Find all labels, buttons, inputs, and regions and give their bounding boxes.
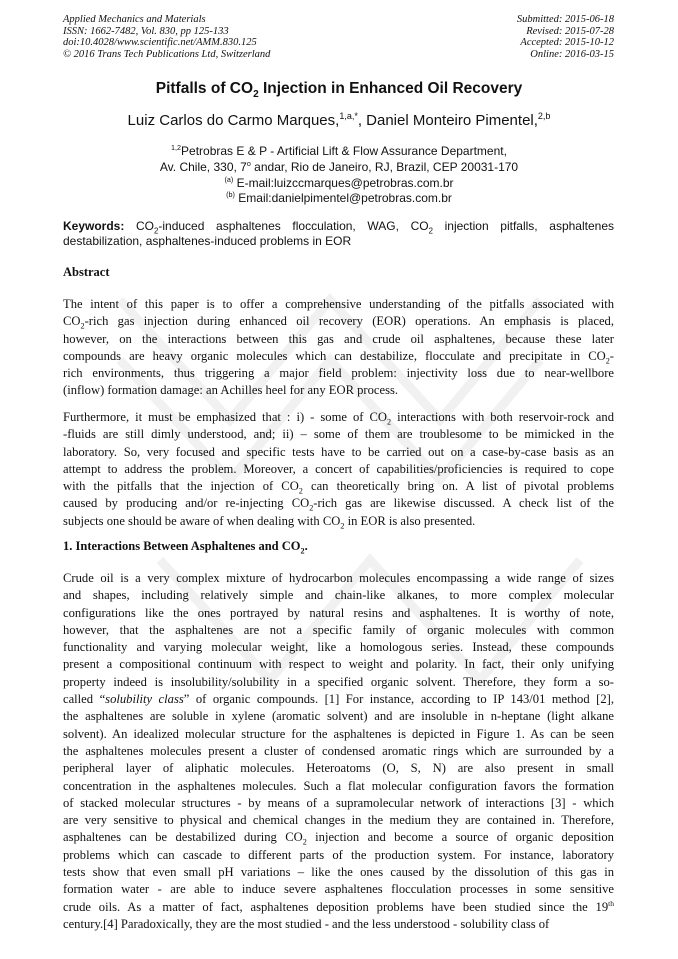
line-text: The intent of this paper is to offer a comprehensive understanding of the pitfalls associated with — [63, 297, 614, 311]
line-text: configurations like the ones portrayed by natural resins and asphaltenes. It is worthy of note, — [63, 605, 614, 620]
line-text: rich environments, thus triggering a major field problem: injectivity loss due to near-wellbore — [63, 366, 614, 381]
text-line — [63, 881, 614, 898]
abstract-heading: Abstract — [63, 265, 110, 279]
title-part: Pitfalls of CO — [155, 80, 254, 97]
affiliation-address: Av. Chile, 330, 7 — [159, 160, 247, 174]
author-1: Luiz Carlos do Carmo Marques, — [127, 112, 340, 129]
line-text: present a compositional continuum with respect to weight and polarity. In fact, their only unifying — [63, 657, 614, 672]
line-text: concentration in the asphaltenes molecules. Such a flat molecular configuration favors the formation — [63, 778, 614, 793]
line-text: -rich gas injection during enhanced oil recovery (EOR) operations. An emphasis is placed, — [84, 314, 614, 329]
email-marker: (b) — [226, 190, 235, 199]
line-text: asphaltenes can be destabilized during CO — [63, 830, 303, 845]
text-line — [63, 829, 614, 846]
text-line — [63, 587, 614, 604]
floor-superscript: o — [246, 159, 251, 168]
line-text: -fluids are still dimly understood, and; ii) – some of them are troublesome to be mimicked in the — [63, 427, 614, 442]
text-line — [63, 382, 614, 399]
paper-title — [0, 80, 678, 101]
subscript: 2 — [309, 504, 314, 513]
text-line — [63, 899, 614, 916]
text-line — [63, 622, 614, 639]
journal-doi: doi:10.4028/www.scientific.net/AMM.830.125 — [63, 37, 257, 49]
line-text: caused by producing and/or re-injecting CO — [63, 496, 310, 511]
revised-date: Revised: 2015-07-28 — [526, 25, 614, 37]
submitted-date: Submitted: 2015-06-18 — [516, 14, 614, 25]
text-line — [63, 656, 614, 673]
text-line — [63, 916, 614, 933]
line-text: interactions with both reservoir-rock and — [391, 410, 614, 424]
text-line — [63, 726, 614, 743]
affiliation-line — [0, 191, 678, 205]
journal-issn: ISSN: 1662-7482, Vol. 830, pp 125-133 — [63, 25, 229, 37]
subscript: 2 — [80, 321, 85, 331]
subscript: 2 — [302, 837, 307, 847]
affiliation-line — [0, 144, 678, 158]
line-text: however, on the interactions between this gas and crude oil asphaltenes, because these later — [63, 331, 614, 346]
section-heading-subscript: 2 — [300, 546, 305, 556]
line-text: (inflow) formation damage: an Achilles heel for any EOR process. — [63, 383, 399, 398]
line-text: peripheral layer of aliphatic molecules. Heteroatoms (O, S, N) are also present in small — [63, 761, 614, 776]
affiliation-address: andar, Rio de Janeiro, RJ, Brazil, CEP 20031-170 — [250, 160, 519, 174]
line-text: the asphaltenes molecules present a cluster of condensed aromatic rings which are surrounded by a — [63, 743, 614, 758]
keywords-text: injection pitfalls, asphaltenes destabilization, asphaltenes-induced problems in EOR — [63, 219, 614, 248]
text-line — [63, 409, 614, 426]
text-line — [63, 812, 614, 829]
line-text: property indeed is insolubility/solubility in a specified organic solvent. Therefore, they form a so- — [63, 674, 614, 689]
line-text: can theoretically bring on. A list of pivotal problems — [302, 479, 614, 494]
line-text: solvent). An idealized molecular structure for the asphaltenes is depicted in Figure 1. As can be seen — [63, 726, 614, 741]
abstract-paragraph-2 — [63, 409, 614, 530]
subscript: 2 — [340, 521, 345, 531]
text-line — [63, 426, 614, 443]
publication-dates — [517, 14, 614, 60]
text-line — [63, 478, 614, 495]
affiliation-dept: Petrobras E & P - Artificial Lift & Flow Assurance Department, — [181, 144, 507, 158]
line-text: -rich gas are likewise discussed. A check list of the — [313, 496, 614, 511]
line-text: in EOR is also presented. — [344, 513, 476, 528]
author-2-marker: 2,b — [537, 111, 551, 121]
line-text: century.[4] Paradoxically, they are the most studied - and the less understood - solubility class of — [63, 916, 550, 931]
title-subscript: 2 — [253, 89, 259, 101]
text-line — [63, 495, 614, 512]
line-text: of stacked molecular structures - by means of a supramolecular network of interactions [3] - which — [63, 795, 614, 810]
line-text: - — [609, 348, 614, 363]
line-text: are very sensitive to physical and chemical changes in the medium they are contained in. Therefore, — [63, 813, 614, 828]
text-line — [63, 795, 614, 812]
text-line — [63, 513, 614, 530]
affiliation-line — [0, 160, 678, 174]
line-text: Furthermore, it must be emphasized that : i) - some of CO — [63, 410, 387, 424]
email-a[interactable]: E-mail:luizccmarques@petrobras.com.br — [236, 176, 454, 190]
section-heading-text: 1. Interactions Between Asphaltenes and CO — [63, 539, 301, 553]
line-text: called “ — [63, 692, 106, 707]
text-line — [63, 444, 614, 461]
text-line — [63, 691, 614, 708]
section-heading-text: . — [304, 539, 308, 553]
subscript: 2 — [387, 417, 392, 427]
line-text: compounds are heavy organic molecules which can destabilize, flocculate and precipitate in CO — [63, 348, 606, 363]
text-line — [63, 864, 614, 881]
accepted-date: Accepted: 2015-10-12 — [520, 37, 614, 49]
email-b[interactable]: Email:danielpimentel@petrobras.com.br — [238, 191, 452, 205]
title-part: Injection in Enhanced Oil Recovery — [258, 80, 523, 97]
line-text: and shapes, including relatively simple and chain-like alkanes, to more complex molecular — [63, 588, 614, 603]
text-line — [63, 743, 614, 760]
author-2: , Daniel Monteiro Pimentel, — [357, 112, 538, 129]
line-text: attempt to address the problem. Moreover, a concert of capabilities/proficiencies is required to cope — [63, 461, 614, 476]
text-line — [63, 639, 614, 656]
line-text: injection and become a source of organic deposition — [306, 830, 614, 845]
line-text: crude oils. As a matter of fact, asphaltenes deposition problems have been studied since the 19 — [63, 899, 609, 914]
line-text: CO — [63, 314, 81, 329]
author-list — [0, 112, 678, 129]
affiliation-marker: 1,2 — [171, 143, 182, 152]
superscript: th — [608, 898, 614, 908]
text-line — [63, 296, 614, 313]
line-text: the asphaltenes are soluble in xylene (aromatic solvent) and are insoluble in n-heptane (light alkane — [63, 709, 614, 724]
online-date: Online: 2016-03-15 — [530, 48, 614, 60]
line-text: laboratory. So, very focused and specific tests have to be carried out on a case-by-case basis as an — [63, 444, 614, 459]
text-line — [63, 570, 614, 587]
line-text: functionality and varying molecular weight, like a homologous series. Instead, these compounds — [63, 640, 614, 655]
keywords — [63, 219, 614, 249]
keywords-subscript: 2 — [428, 226, 433, 236]
line-text: tests show that even small pH variations – like the ones caused by the dissolution of this gas in — [63, 865, 614, 880]
text-line — [63, 313, 614, 330]
text-line — [63, 348, 614, 365]
line-text: ” of organic compounds. [1] For instance, according to IP 143/01 method [2], — [183, 692, 614, 707]
text-line — [63, 778, 614, 795]
text-line — [63, 708, 614, 725]
journal-info — [63, 14, 270, 60]
section-1-heading — [63, 539, 308, 554]
italic-term: solubility class — [105, 692, 184, 707]
author-1-marker: 1,a,* — [339, 111, 358, 121]
text-line — [63, 461, 614, 478]
abstract-paragraph-1 — [63, 296, 614, 400]
subscript: 2 — [298, 486, 303, 496]
journal-name: Applied Mechanics and Materials — [63, 14, 206, 25]
text-line — [63, 760, 614, 777]
line-text: with the pitfalls that the injection of CO — [63, 479, 299, 494]
text-line — [63, 331, 614, 348]
text-line — [63, 847, 614, 864]
email-marker: (a) — [224, 175, 234, 184]
line-text: problems which can cascade to different parts of the production system. For instance, laboratory — [63, 847, 614, 862]
line-text: formation water - are able to induce severe asphaltenes flocculation processes in some sensitive — [63, 882, 614, 897]
line-text: subjects one should be aware of when dealing with CO — [63, 513, 341, 528]
keywords-text: -induced asphaltenes flocculation, WAG, CO — [158, 219, 429, 233]
affiliation-line — [0, 176, 678, 190]
section-1-paragraph — [63, 570, 614, 933]
text-line — [63, 605, 614, 622]
keywords-label: Keywords: — [63, 219, 125, 233]
text-line — [63, 674, 614, 691]
journal-copyright: © 2016 Trans Tech Publications Ltd, Switzerland — [63, 48, 271, 60]
text-line — [63, 365, 614, 382]
keywords-subscript: 2 — [154, 226, 159, 236]
line-text: however, that the asphaltenes are not a specific family of organic molecules with common — [63, 622, 614, 637]
keywords-text: CO — [124, 219, 155, 233]
subscript: 2 — [605, 356, 610, 366]
line-text: Crude oil is a very complex mixture of hydrocarbon molecules encompassing a wide range of sizes — [63, 571, 614, 585]
